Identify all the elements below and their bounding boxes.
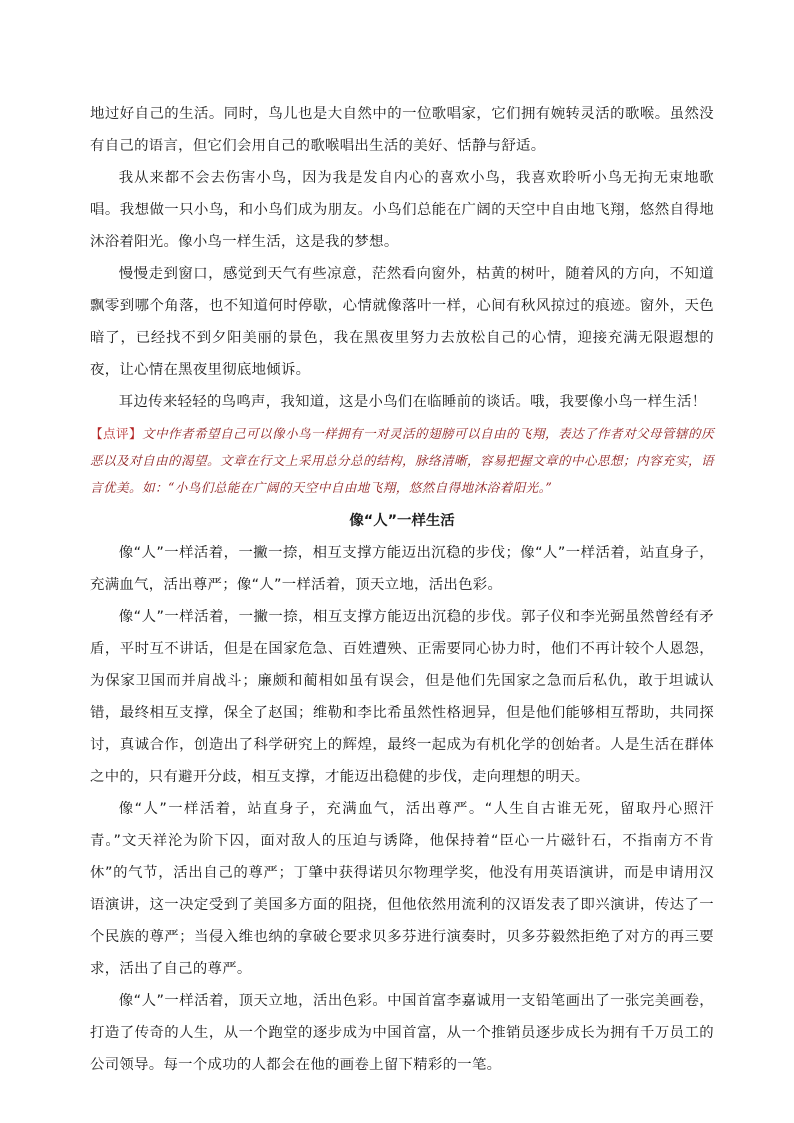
essay-title: 像“人”一样生活 xyxy=(349,513,455,529)
paragraph-support: 像“人”一样活着，一撇一捺，相互支撑方能迈出沉稳的步伐。郭子仪和李光弼虽然曾经有矛盾，平时互不讲话，但是在国家危急、百姓遭殃、正需要同心协力时，他们不再计较个人恩怨，为保家卫国而并肩战斗；廉颇和蔺相如虽有误会，但是他们先国家之急而后私仇，敢于坦诚认错，最终相互支撑，保全了赵国；维勒和李比希虽然性格迥异，但是他们能够相互帮助，共同探讨，真诚合作，创造出了科学研究上的辉煌，最终一起成为有机化学的创始者。人是生活在群体之中的，只有避开分歧，相互支撑，才能迈出稳健的步伐，走向理想的明天。 xyxy=(90,609,714,785)
document-body xyxy=(90,98,714,1081)
paragraph-continued: 地过好自己的生活。同时，鸟儿也是大自然中的一位歌唱家，它们拥有婉转灵活的歌喉。虽然没有自己的语言，但它们会用自己的歌喉唱出生活的美好、恬静与舒适。 xyxy=(90,106,714,154)
commentary-tag: 【点评】 xyxy=(90,426,142,441)
paragraph-intro: 像“人”一样活着，一撇一捺，相互支撑方能迈出沉稳的步伐；像“人”一样活着，站直身子，充满血气，活出尊严；像“人”一样活着，顶天立地，活出色彩。 xyxy=(90,545,714,593)
paragraph-bird-friend: 我从来都不会去伤害小鸟，因为我是发自内心的喜欢小鸟，我喜欢聆听小鸟无拘无束地歌唱。我想做一只小鸟，和小鸟们成为朋友。小鸟们总能在广阔的天空中自由地飞翔，悠然自得地沐浴着阳光。像小鸟一样生活，这是我的梦想。 xyxy=(90,170,714,250)
paragraph-dignity: 像“人”一样活着，站直身子，充满血气，活出尊严。“人生自古谁无死，留取丹心照汗青。”文天祥沦为阶下囚，面对敌人的压迫与诱降，他保持着“臣心一片磁针石，不指南方不肯休”的气节，活出自己的尊严；丁肇中获得诺贝尔物理学奖，他没有用英语演讲，而是申请用汉语演讲，这一决定受到了美国多方面的阻挠，但他依然用流利的汉语发表了即兴演讲，传达了一个民族的尊严；当侵入维也纳的拿破仑要求贝多芬进行演奏时，贝多芬毅然拒绝了对方的再三要求，活出了自己的尊严。 xyxy=(90,801,714,977)
paragraph-birdsong: 耳边传来轻轻的鸟鸣声，我知道，这是小鸟们在临睡前的谈话。哦，我要像小鸟一样生活！ xyxy=(118,394,707,410)
commentary xyxy=(90,420,714,501)
paragraph-window: 慢慢走到窗口，感觉到天气有些凉意，茫然看向窗外，枯黄的树叶，随着风的方向，不知道飘零到哪个角落，也不知道何时停歇，心情就像落叶一样，心间有秋风掠过的痕迹。窗外，天色暗了，已经找不到夕阳美丽的景色，我在黑夜里努力去放松自己的心情，迎接充满无限遐想的夜，让心情在黑夜里彻底地倾诉。 xyxy=(90,266,714,378)
paragraph-color: 像“人”一样活着，顶天立地，活出色彩。中国首富李嘉诚用一支铅笔画出了一张完美画卷，打造了传奇的人生，从一个跑堂的逐步成为中国首富，从一个推销员逐步成长为拥有千万员工的公司领导。每一个成功的人都会在他的画卷上留下精彩的一笔。 xyxy=(90,993,714,1073)
commentary-text: 文中作者希望自己可以像小鸟一样拥有一对灵活的翅膀可以自由的飞翔，表达了作者对父母管辖的厌恶以及对自由的渴望。文章在行文上采用总分总的结构，脉络清晰，容易把握文章的中心思想；内容充实，语言优美。如：“小鸟们总能在广阔的天空中自由地飞翔，悠然自得地沐浴着阳光。” xyxy=(90,426,714,495)
